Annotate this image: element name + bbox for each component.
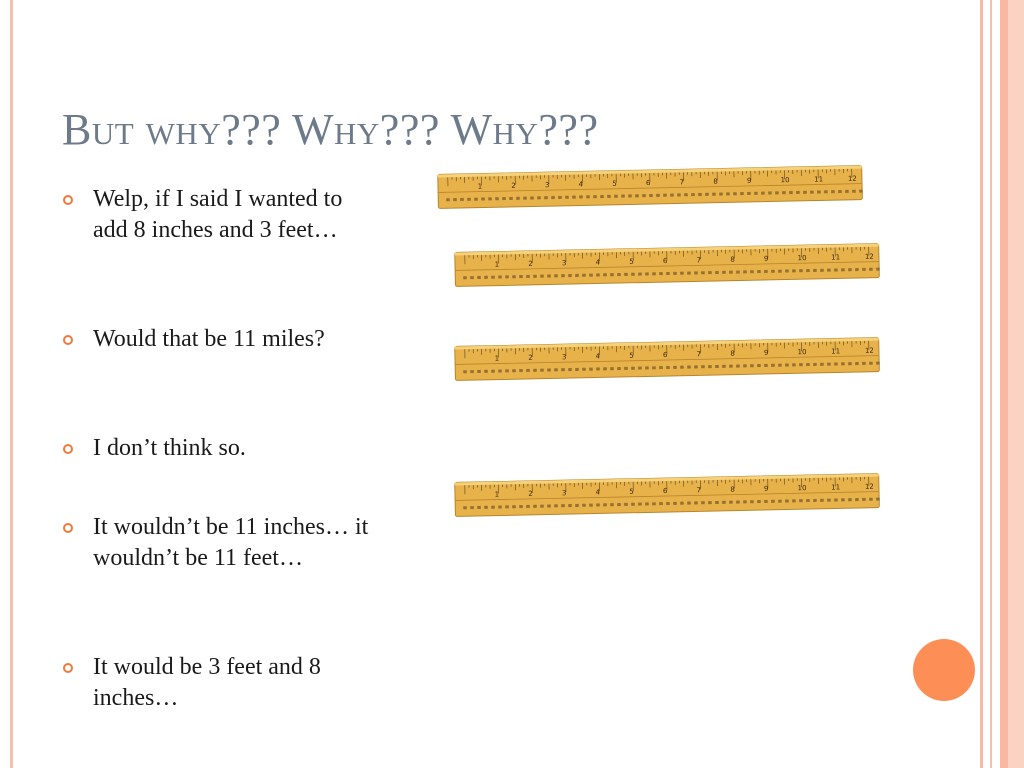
ruler-image bbox=[436, 160, 866, 210]
svg-text:1: 1 bbox=[494, 490, 500, 499]
svg-text:4: 4 bbox=[595, 258, 601, 267]
svg-text:8: 8 bbox=[730, 485, 735, 494]
svg-text:6: 6 bbox=[662, 487, 668, 496]
svg-text:8: 8 bbox=[730, 349, 735, 358]
svg-text:10: 10 bbox=[797, 484, 807, 493]
svg-text:5: 5 bbox=[629, 257, 634, 266]
svg-text:4: 4 bbox=[595, 488, 601, 497]
svg-text:12: 12 bbox=[864, 482, 874, 491]
svg-text:12: 12 bbox=[864, 252, 874, 261]
svg-text:7: 7 bbox=[696, 486, 702, 495]
svg-text:10: 10 bbox=[780, 176, 790, 185]
svg-text:3: 3 bbox=[561, 489, 567, 498]
svg-text:9: 9 bbox=[763, 484, 769, 493]
svg-text:1: 1 bbox=[494, 354, 500, 363]
bullet-item bbox=[62, 652, 382, 714]
bullet-marker-icon bbox=[63, 195, 73, 205]
bullet-text: It wouldn’t be 11 inches… it wouldn’t be 11 feet… bbox=[93, 514, 369, 571]
svg-text:3: 3 bbox=[561, 259, 567, 268]
accent-circle bbox=[913, 639, 975, 701]
svg-text:8: 8 bbox=[713, 177, 718, 186]
svg-text:11: 11 bbox=[831, 253, 841, 262]
bullet-marker-icon bbox=[63, 523, 73, 533]
svg-text:7: 7 bbox=[696, 256, 702, 265]
bullet-item bbox=[62, 184, 382, 246]
svg-text:2: 2 bbox=[528, 353, 533, 362]
svg-text:10: 10 bbox=[797, 348, 807, 357]
ruler-image bbox=[452, 238, 884, 288]
bullet-text: Would that be 11 miles? bbox=[93, 326, 325, 352]
svg-text:12: 12 bbox=[864, 346, 874, 355]
bullet-marker-icon bbox=[63, 444, 73, 454]
svg-text:11: 11 bbox=[831, 483, 841, 492]
svg-text:3: 3 bbox=[544, 181, 550, 190]
svg-text:11: 11 bbox=[814, 175, 824, 184]
slide-title: But why??? Why??? Why??? bbox=[62, 105, 599, 154]
bullet-text: Welp, if I said I wanted to add 8 inches and 3 feet… bbox=[93, 186, 343, 243]
bullet-item bbox=[62, 512, 382, 574]
svg-text:4: 4 bbox=[578, 180, 584, 189]
slide-frame-right-stripes bbox=[978, 0, 1024, 768]
svg-text:6: 6 bbox=[662, 257, 668, 266]
ruler-image bbox=[452, 332, 884, 382]
bullet-text: It would be 3 feet and 8 inches… bbox=[93, 654, 321, 711]
svg-text:2: 2 bbox=[528, 489, 533, 498]
bullet-item bbox=[62, 324, 382, 355]
bullet-marker-icon bbox=[63, 335, 73, 345]
svg-text:9: 9 bbox=[763, 254, 769, 263]
svg-text:5: 5 bbox=[629, 351, 634, 360]
svg-text:5: 5 bbox=[629, 487, 634, 496]
svg-text:9: 9 bbox=[763, 348, 769, 357]
svg-text:11: 11 bbox=[831, 347, 841, 356]
svg-text:1: 1 bbox=[477, 182, 483, 191]
svg-text:4: 4 bbox=[595, 352, 601, 361]
svg-text:10: 10 bbox=[797, 254, 807, 263]
svg-text:2: 2 bbox=[511, 181, 516, 190]
svg-text:5: 5 bbox=[612, 179, 617, 188]
svg-text:3: 3 bbox=[561, 353, 567, 362]
svg-text:12: 12 bbox=[847, 174, 857, 183]
bullet-marker-icon bbox=[63, 663, 73, 673]
svg-text:2: 2 bbox=[528, 259, 533, 268]
svg-text:9: 9 bbox=[746, 176, 752, 185]
ruler-image bbox=[452, 468, 884, 518]
bullet-text: I don’t think so. bbox=[93, 435, 246, 461]
svg-text:7: 7 bbox=[696, 350, 702, 359]
slide-frame-left bbox=[10, 0, 13, 768]
svg-text:1: 1 bbox=[494, 260, 500, 269]
bullet-item bbox=[62, 433, 382, 464]
svg-text:7: 7 bbox=[679, 178, 685, 187]
svg-text:6: 6 bbox=[645, 179, 651, 188]
svg-text:8: 8 bbox=[730, 255, 735, 264]
svg-text:6: 6 bbox=[662, 351, 668, 360]
